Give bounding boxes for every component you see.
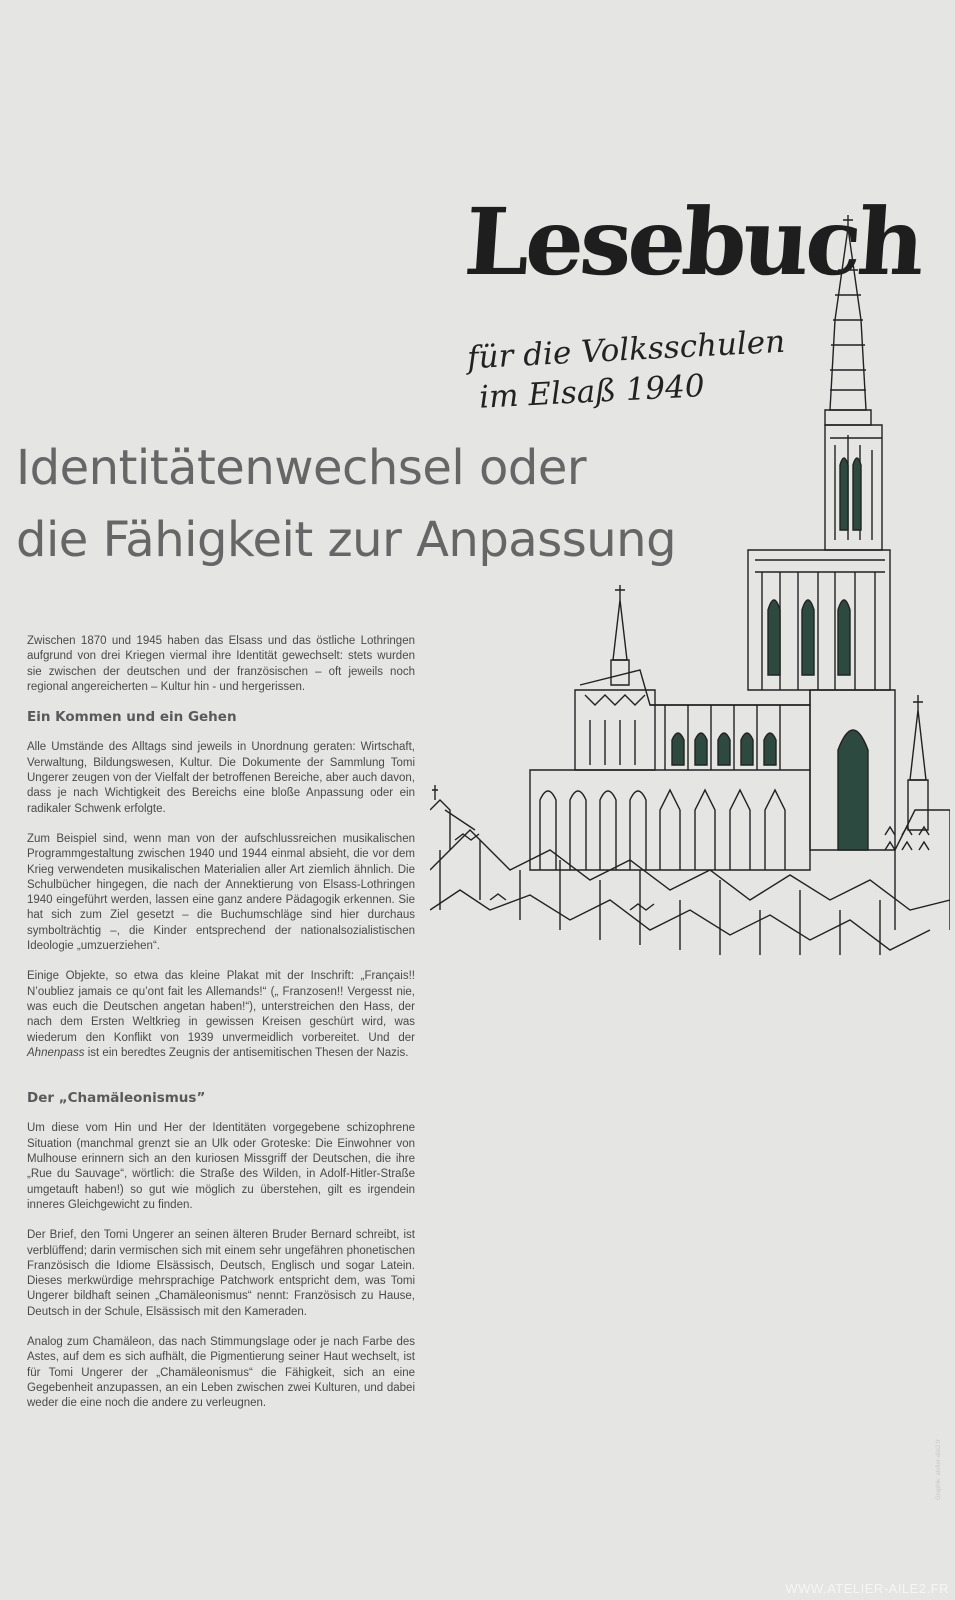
book-title: Lesebuch bbox=[461, 188, 925, 296]
paragraph-alltag: Alle Umstände des Alltags sind jeweils in Unordnung geraten: Wirtschaft, Verwaltung, Bildungswesen, Kultur. Die Dokumente der Sammlung Tomi Ungerer zeugen von der Vielfalt der betroffenen Bereiche, aber auch davon, dass je nach Wichtigkeit des Bereichs eine bloße Anpassung oder ein radikaler Schwenk erfolgte. bbox=[27, 741, 415, 815]
paragraph-analog: Analog zum Chamäleon, das nach Stimmungslage oder je nach Farbe des Astes, auf dem es sich aufhält, die Pigmentierung seiner Haut wechselt, ist für Tomi Ungerer der „Chamäleonismus“ die Fähigkeit, sich an eine Gegebenheit anzupassen, an ein Leben zwischen zwei Kulturen, und dabei weder die eine noch die andere zu verleugnen. bbox=[27, 1335, 415, 1410]
paragraph-objekte bbox=[27, 969, 415, 1061]
intro-paragraph: Zwischen 1870 und 1945 haben das Elsass und das östliche Lothringen aufgrund von drei Kriegen viermal ihre Identität gewechselt: stets wurden sie zwischen der deutschen und der französischen – oft jeweils noch regional angereicherten – Kultur hin - und hergerissen. bbox=[27, 635, 415, 693]
paragraph-objekte-end: ist ein beredtes Zeugnis der antisemitischen Thesen der Nazis. bbox=[84, 1046, 409, 1059]
paragraph-objekte-text: Einige Objekte, so etwa das kleine Plakat mit der Inschrift: „Français!! N’oubliez jamais ce qu’ont fait les Allemands!“ („ Franzosen!! Vergesst nie, was euch die Deutschen angetan haben!“), unterstreichen den Hass, der nach dem Ersten Weltkrieg in gewissen Kreisen geschürt wird, was wiederum den Konflikt von 1939 unvermeidlich vorbereitet. Und der bbox=[27, 970, 415, 1044]
paragraph-beispiel: Zum Beispiel sind, wenn man von der aufschlussreichen musikalischen Programmgestaltung zwischen 1940 und 1944 einmal absieht, die vor dem Krieg verwendeten musikalischen Materialien aller Art ziemlich ähnlich. Die Schulbücher hingegen, die nach der Annektierung von Elsass-Lothringen 1940 eingeführt werden, lassen eine ganz andere Pädagogik erkennen. Sie hat sich zum Ziel gesetzt – die Buchumschläge sind hier durchaus symbolträchtig –, die Kinder entsprechend der nationalsozialistischen Ideologie „umzuerziehen“. bbox=[27, 832, 415, 953]
paragraph-brief: Der Brief, den Tomi Ungerer an seinen älteren Bruder Bernard schreibt, ist verblüffend; darin vermischen sich mit einem sehr ungefähren phonetischen Französisch die Idiome Elsässisch, Deutsch, Englisch und sogar Latein. Dieses merkwürdige mehrsprachige Patchwork entspricht dem, was Tomi Ungerer bildhaft seinen „Chamäleonismus“ nennt: Französisch zu Hause, Deutsch in der Schule, Elsässisch mit den Kameraden. bbox=[27, 1229, 415, 1318]
book-subtitle-line1: für die Volksschulen bbox=[466, 323, 786, 377]
section-heading-kommen: Ein Kommen und ein Gehen bbox=[27, 709, 237, 726]
graphic-credit: Graphik: atelier-aile2.fr bbox=[936, 1439, 942, 1500]
headline-line2: die Fähigkeit zur Anpassung bbox=[16, 512, 677, 568]
paragraph-situation: Um diese vom Hin und Her der Identitäten vorgegebene schizophrene Situation (manchmal grenzt sie an Ulk oder Groteske: Die Einwohner von Mulhouse erinnern sich an den kuriosen Missgriff der Deutschen, die ihre „Rue du Sauvage“, wörtlich: die Straße des Wilden, in Adolf-Hitler-Straße umgetauft haben!) so gut wie möglich zu überstehen, gilt es irgendein inneres Gleichgewicht zu finden. bbox=[27, 1122, 415, 1211]
headline bbox=[16, 432, 716, 576]
website-url: WWW.ATELIER-AILE2.FR bbox=[785, 1581, 949, 1596]
article-body bbox=[27, 634, 415, 1426]
section-heading-chamaeleonismus: Der „Chamäleonismus” bbox=[27, 1090, 206, 1107]
cathedral-illustration bbox=[430, 210, 950, 960]
book-subtitle-line2: im Elsaß 1940 bbox=[478, 368, 706, 416]
ahnenpass-term: Ahnenpass bbox=[27, 1046, 85, 1059]
headline-line1: Identitätenwechsel oder bbox=[16, 440, 587, 496]
